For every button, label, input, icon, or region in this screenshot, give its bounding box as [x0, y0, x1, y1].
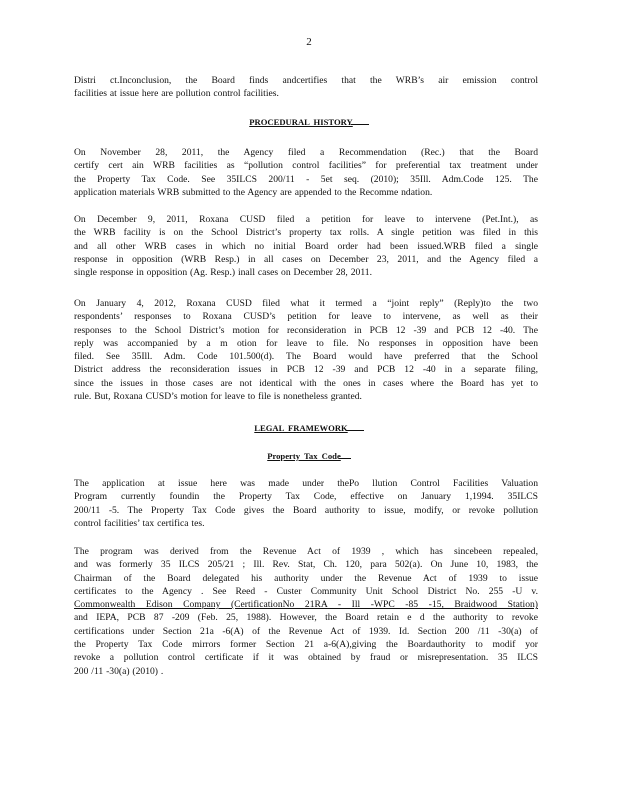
text-line: control facilities’ tax certifica tes. — [74, 517, 205, 529]
text-line: reply was accompanied by a m otion for leave to file. No responses in opposition have been — [74, 337, 538, 349]
page-number: 2 — [306, 36, 312, 48]
text-line: Distri ct.Inconclusion, the Board finds andcertifies that the WRB’s air emission control — [74, 75, 538, 86]
text-line: and was formerly 35 ILCS 205/21 ; Ill. Rev. Stat, Ch. 120, para 502(a). On June 10, 1983, the — [74, 559, 538, 571]
text-line: respondents’ responses to Roxana CUSD’s petition for leave to intervene, as well as their — [74, 311, 538, 323]
text-line: the WRB facility is on the School District’s property tax rolls. A single petition was filed in this — [74, 227, 538, 239]
paragraph-application — [74, 477, 538, 530]
text-line: the Property Tax Code. See 35ILCS 200/11 - 5et seq. (2010); 35Ill. Adm.Code 125. The — [74, 173, 538, 185]
paragraph-program-history — [74, 545, 538, 678]
text-line: certifications under Section 21a -6(A) of the Revenue Act of 1939. Id. Section 200 /11 -30(a) of — [74, 625, 538, 637]
text-line: The program was derived from the Revenue Act of 1939 , which has sincebeen repealed, — [74, 546, 538, 557]
paragraph-petition — [74, 213, 538, 279]
text-line: revoke a pollution control certificate if it was obtained by fraud or misrepresentation. 35 ILCS — [74, 652, 538, 664]
subheading-property-tax-code: Property Tax Code — [0, 451, 618, 461]
text-line: On November 28, 2011, the Agency filed a Recommendation (Rec.) that the Board — [74, 147, 538, 158]
text-line: and all other WRB cases in which no initial Board order had been issued.WRB filed a single — [74, 240, 538, 252]
text-line: Chairman of the Board delegated his authority under the Revenue Act of 1939 to issue — [74, 572, 538, 584]
text-line: Program currently foundin the Property Tax Code, effective on January 1,1994. 35ILCS — [74, 491, 538, 503]
heading-legal-framework: LEGAL FRAMEWORK — [0, 423, 618, 433]
text-line: On January 4, 2012, Roxana CUSD filed what it termed a “joint reply” (Reply)to the two — [74, 298, 538, 309]
paragraph-conclusion — [74, 74, 538, 101]
text-line: On December 9, 2011, Roxana CUSD filed a petition for leave to intervene (Pet.Int.), as — [74, 214, 538, 225]
text-line: 200 /11 -30(a) (2010) . — [74, 665, 164, 677]
paragraph-recommendation — [74, 146, 538, 199]
text-line: facilities at issue here are pollution control facilities. — [74, 88, 279, 100]
text-line: 200/11 -5. The Property Tax Code gives the Board authority to issue, modify, or revoke pollution — [74, 504, 538, 516]
text-line: since the issues in those cases are not identical with the ones in cases where the Board has yet to — [74, 377, 538, 389]
text-line: responses to the School District’s motion for reconsideration in PCB 12 -39 and PCB 12 -40. The — [74, 324, 538, 336]
text-line: rule. But, Roxana CUSD’s motion for leave to file is nonetheless granted. — [74, 391, 362, 403]
text-line: and IEPA, PCB 87 -209 (Feb. 25, 1988). However, the Board retain e d the authority to revoke — [74, 612, 538, 624]
text-line: application materials WRB submitted to the Agency are appended to the Recomme ndation. — [74, 186, 433, 198]
text-line: the Property Tax Code mirrors former Section 21 a-6(A),giving the Boardauthority to modif yor — [74, 639, 538, 651]
text-line-citation: Commonwealth Edison Company (CertificationNo 21RA - Ill -WPC -85 -15, Braidwood Station) — [74, 599, 538, 611]
text-line: The application at issue here was made under thePo llution Control Facilities Valuation — [74, 478, 538, 489]
heading-procedural-history: PROCEDURAL HISTORY — [0, 117, 618, 127]
text-line: single response in opposition (Ag. Resp.) inall cases on December 28, 2011. — [74, 267, 372, 279]
text-line: District address the reconsideration issues in PCB 12 -39 and PCB 12 -40 in a separate filing, — [74, 364, 538, 376]
text-line: certificates to the Agency . See Reed - Custer Community Unit School District No. 255 -U v. — [74, 585, 538, 597]
text-line: certify cert ain WRB facilities as “pollution control facilities” for preferential tax treatment under — [74, 160, 538, 172]
paragraph-joint-reply — [74, 297, 538, 403]
text-line: filed. See 35Ill. Adm. Code 101.500(d). The Board would have preferred that the School — [74, 351, 538, 363]
text-line: response in opposition (WRB Resp.) in all cases on December 23, 2011, and the Agency filed a — [74, 253, 538, 265]
